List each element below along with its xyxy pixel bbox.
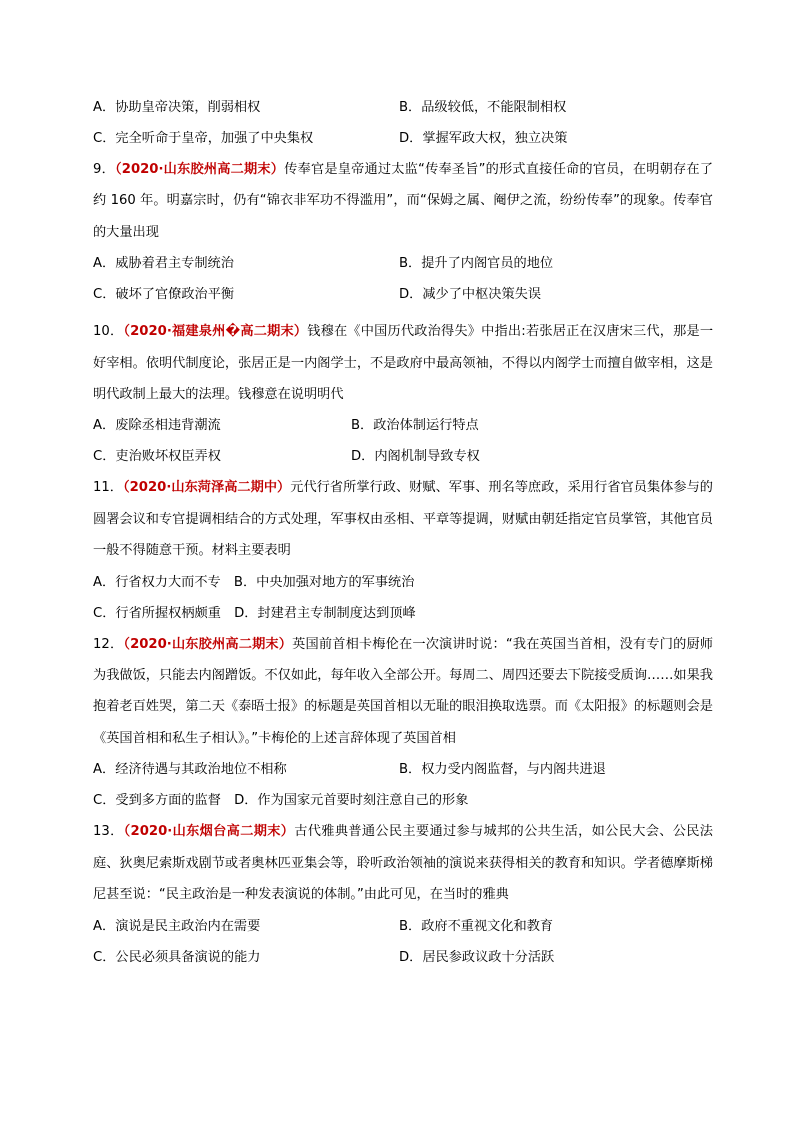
q8-option-c[interactable]: C．完全听命于皇帝，加强了中央集权 [93,131,314,146]
q9-number: 9． [93,162,115,177]
q9-options-row-1 [93,248,713,279]
q12-stem [93,629,713,755]
q11-options-row-2 [93,598,713,629]
q10-option-c[interactable]: C．吏治败坏权臣弄权 [93,449,221,465]
q11-stem [93,472,713,566]
q11-source: （2020·山东菏泽高二期中） [123,480,291,496]
q12-option-a[interactable]: A．经济待遇与其政治地位不相称 [93,762,287,778]
q10-option-a[interactable]: A．废除丞相违背潮流 [93,418,221,434]
q12-number: 12． [93,636,124,652]
q11-text: 元代行省所掌行政、财赋、军事、刑名等庶政，采用行省官员集体参与的圆署会议和专官提调相结合的方式处理，军事权由丞相、平章等提调，财赋由朝廷指定官员掌管，其他官员一般不得随意干预。材料主要表明 [93,480,713,559]
q13-number: 13． [93,824,124,840]
q11-option-a-b[interactable]: A．行省权力大而不专 B．中央加强对地方的军事统治 [93,574,415,590]
q13-options-row-1 [93,911,713,942]
q10-option-d[interactable]: D．内阁机制导致专权 [351,449,480,465]
q10-source: （2020·福建泉州�高二期末） [123,324,308,340]
q9-options-row-2 [93,279,713,310]
q13-source: （2020·山东烟台高二期末） [123,824,295,840]
q13-option-a[interactable]: A．演说是民主政治内在需要 [93,918,261,934]
q10-number: 10． [93,324,124,340]
q13-option-d[interactable]: D．居民参政议政十分活跃 [399,949,555,965]
q12-source: （2020·山东胶州高二期末） [123,636,293,652]
q8-option-d[interactable]: D．掌握军政大权，独立决策 [399,131,568,146]
q9-option-b[interactable]: B．提升了内阁官员的地位 [399,256,554,272]
q9-source: （2020·山东胶州高二期末） [114,162,285,177]
q12-option-b[interactable]: B．权力受内阁监督，与内阁共进退 [399,762,606,778]
q12-options-row-1 [93,754,713,785]
q12-option-c-d[interactable]: C．受到多方面的监督 D．作为国家元首要时刻注意自己的形象 [93,793,469,809]
q8-options-row-1 [93,92,713,123]
q10-stem [93,316,713,410]
q12-options-row-2 [93,785,713,816]
q8-option-a[interactable]: A．协助皇帝决策，削弱相权 [93,100,261,115]
q9-option-c[interactable]: C．破坏了官僚政治平衡 [93,287,235,303]
q9-stem [93,154,713,248]
q10-options-row-1 [93,410,713,441]
q13-option-c[interactable]: C．公民必须具备演说的能力 [93,949,261,965]
q13-text: 古代雅典普通公民主要通过参与城邦的公共生活，如公民大会、公民法庭、狄奥尼索斯戏剧节或者奥林匹亚集会等，聆听政治领袖的演说来获得相关的教育和知识。学者德摩斯梯尼甚至说：“民主政治是一种发表演说的体制。”由此可见，在当时的雅典 [93,824,713,903]
q10-option-b[interactable]: B．政治体制运行特点 [351,418,479,434]
q10-text: 钱穆在《中国历代政治得失》中指出:若张居正在汉唐宋三代，那是一好宰相。依明代制度论，张居正是一内阁学士，不是政府中最高领袖，不得以内阁学士而擅自做宰相，这是明代政制上最大的法理。钱穆意在说明明代 [93,324,714,403]
q9-option-a[interactable]: A．威胁着君主专制统治 [93,256,234,272]
q8-option-b[interactable]: B．品级较低，不能限制相权 [399,100,567,115]
q9-text: 传奉官是皇帝通过太监“传奉圣旨”的形式直接任命的官员，在明朝存在了约 160 年。明嘉宗时，仍有“锦衣非军功不得滥用”，而“保姆之属、阉伊之流，纷纷传奉”的现象。传奉官的大量出现 [93,162,714,240]
q8-options-row-2 [93,123,713,154]
q13-option-b[interactable]: B．政府不重视文化和教育 [399,918,554,934]
q12-text: 英国前首相卡梅伦在一次演讲时说：“我在英国当首相，没有专门的厨师为我做饭，只能去内阁蹭饭。不仅如此，每年收入全部公开。每周二、周四还要去下院接受质询……如果我抱着老百姓哭，第二天《泰晤士报》的标题是英国首相以无耻的眼泪换取选票。而《太阳报》的标题则会是《英国首相和私生子相认》。”卡梅伦的上述言辞体现了英国首相 [93,636,713,746]
exam-page [93,92,713,973]
q13-stem [93,816,713,910]
q9-option-d[interactable]: D．减少了中枢决策失误 [399,287,542,303]
q11-number: 11． [93,480,124,496]
q11-option-c-d[interactable]: C．行省所握权柄颇重 D．封建君主专制制度达到顶峰 [93,605,416,621]
q10-options-row-2 [93,441,713,472]
q11-options-row-1 [93,567,713,598]
q13-options-row-2 [93,942,713,973]
